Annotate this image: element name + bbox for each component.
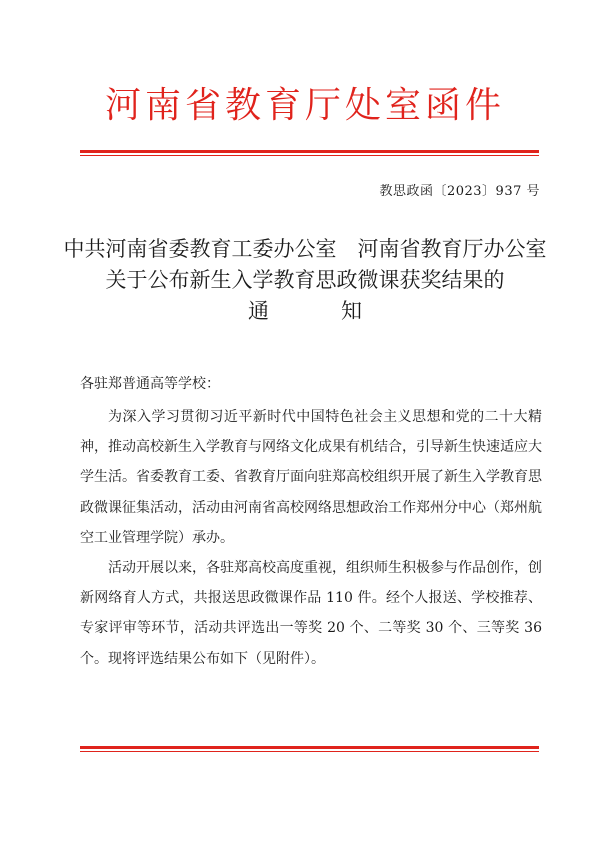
rule-thick-line — [80, 150, 539, 153]
document-title — [60, 234, 550, 327]
body-paragraph-2: 活动开展以来，各驻郑高校高度重视，组织师生积极参与作品创作，创新网络育人方式，共报送思政微课作品 110 件。经个人报送、学校推荐、专家评审等环节，活动共评选出一等奖 20 个、二等奖 30 个、三等奖 36 个。现将评选结果公布如下（见附件）。 — [80, 560, 542, 667]
footer-rule — [80, 746, 539, 752]
letterhead-title: 河南省教育厅处室函件 — [104, 85, 505, 126]
document-number: 教思政函〔2023〕937 号 — [379, 184, 540, 199]
title-line-3: 通知 — [248, 299, 434, 323]
salutation: 各驻郑普通高等学校： — [80, 376, 220, 392]
rule-thin-line — [80, 751, 539, 752]
rule-thin-line — [80, 155, 539, 156]
document-body — [80, 402, 542, 674]
body-paragraph-1: 为深入学习贯彻习近平新时代中国特色社会主义思想和党的二十大精神，推动高校新生入学教育与网络文化成果有机结合，引导新生快速适应大学生活。省委教育工委、省教育厅面向驻郑高校组织开展了新生入学教育思政微课征集活动，活动由河南省高校网络思想政治工作郑州分中心（郑州航空工业管理学院）承办。 — [80, 409, 542, 546]
title-line-1: 中共河南省委教育工委办公室 河南省教育厅办公室 — [63, 237, 547, 261]
title-line-2: 关于公布新生入学教育思政微课获奖结果的 — [105, 268, 505, 292]
rule-thick-line — [80, 746, 539, 749]
letterhead-top-rule — [80, 150, 539, 156]
